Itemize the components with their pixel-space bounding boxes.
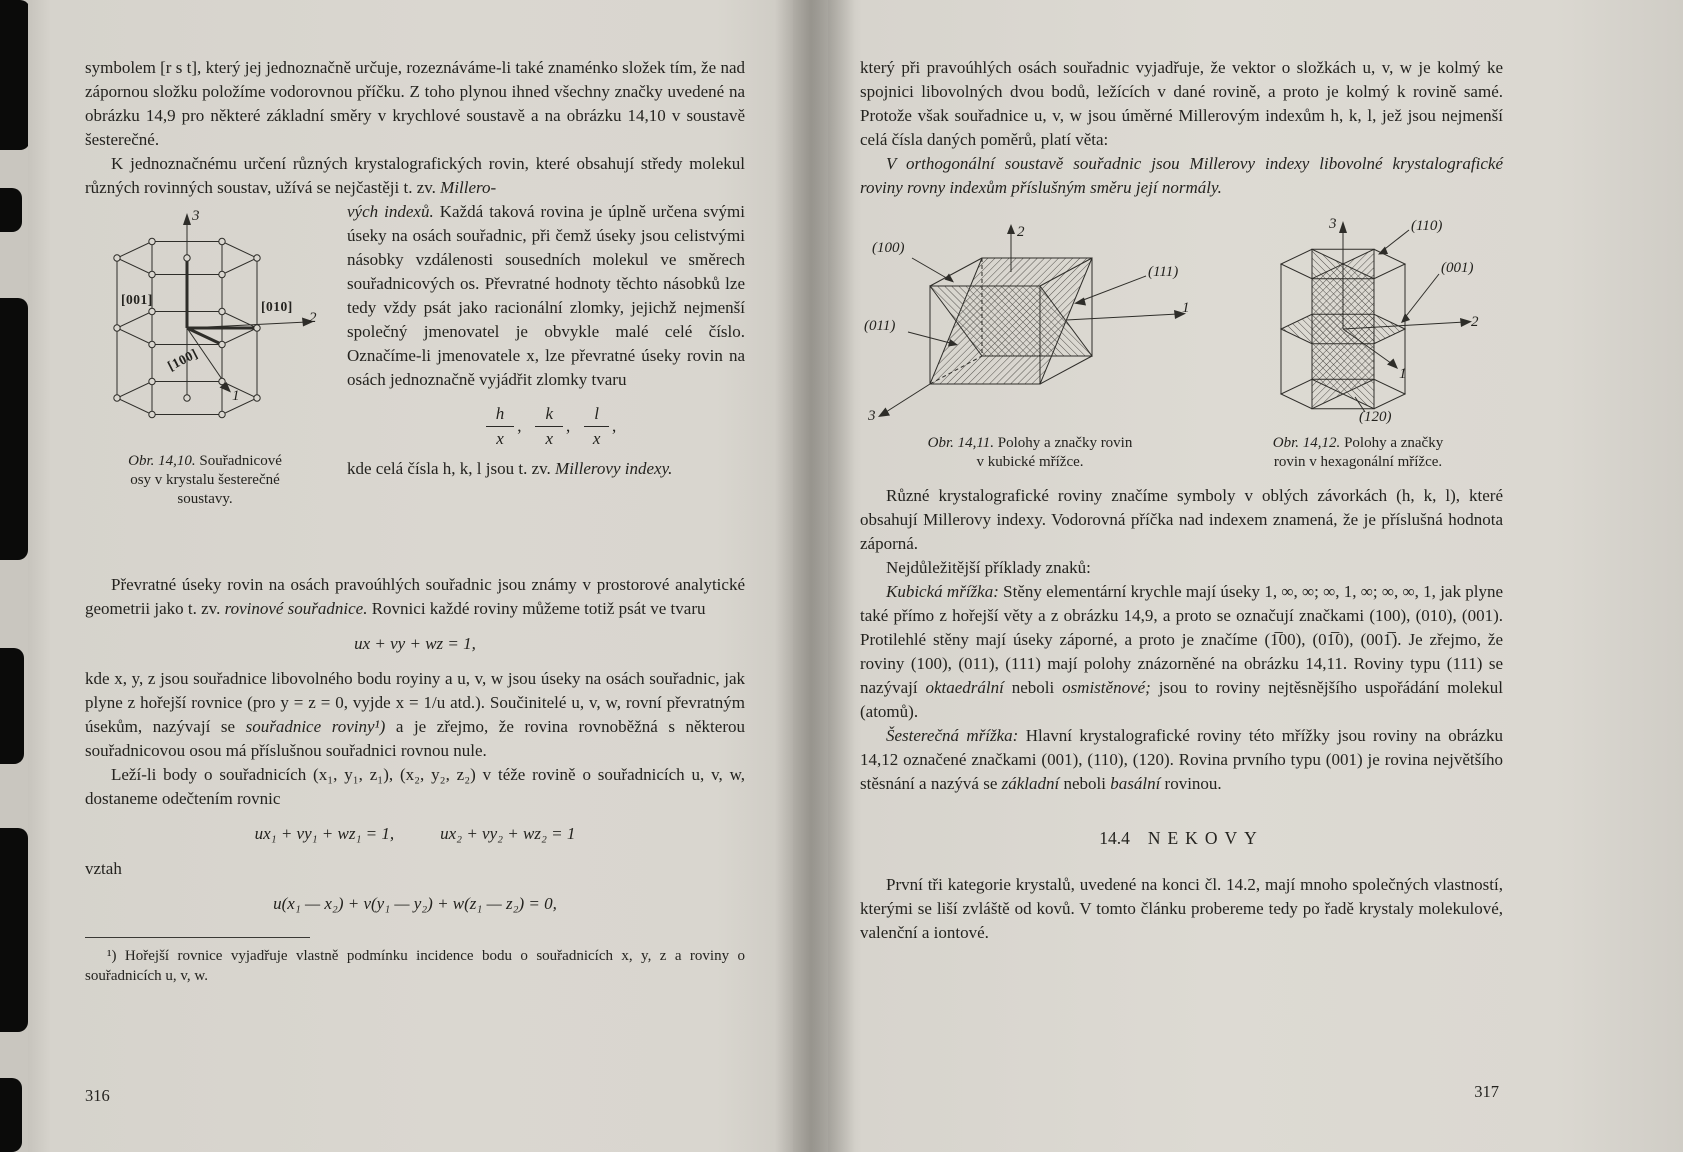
caption-text: osy v krystalu šesterečné bbox=[130, 472, 280, 488]
caption-text: Polohy a značky bbox=[1344, 435, 1444, 451]
figure-wrap-zone bbox=[85, 200, 745, 507]
axis-label-1: 1 bbox=[232, 388, 240, 404]
equation-part: ux₂ + vy₂ + wz₂ = 1 bbox=[440, 824, 576, 843]
text-run: Nejdůležitější příklady znaků: bbox=[886, 558, 1091, 577]
text-run: kde celá čísla h, k, l jsou t. zv. bbox=[347, 459, 556, 478]
numerator: l bbox=[584, 404, 609, 427]
scan-edge-mark bbox=[0, 648, 24, 764]
paragraph bbox=[85, 573, 745, 621]
section-heading bbox=[860, 828, 1503, 849]
direction-label-010: [010] bbox=[261, 299, 293, 314]
fraction bbox=[535, 404, 563, 449]
hex-planes-drawing bbox=[1213, 216, 1503, 428]
paragraph bbox=[860, 873, 1503, 945]
scan-edge-mark bbox=[0, 828, 28, 1032]
axis-label-2: 2 bbox=[1471, 314, 1479, 330]
plane-label-011: (011) bbox=[864, 318, 896, 334]
page-number: 316 bbox=[85, 1086, 110, 1105]
figure-cubic-lattice-planes bbox=[860, 216, 1200, 472]
theorem-paragraph bbox=[860, 152, 1503, 200]
text-run: K jednoznačnému určení různých krystalografických rovin, které obsahují středy molekul různých rovinných soustav, užívá se nejčastěji t. zv. bbox=[85, 154, 745, 197]
text-run: rovinou. bbox=[1160, 774, 1222, 793]
scan-edge-mark bbox=[0, 0, 30, 150]
figure-hexagonal-lattice-planes bbox=[1213, 216, 1503, 472]
paragraph bbox=[85, 857, 745, 881]
caption-text: soustavy. bbox=[177, 491, 233, 507]
scan-edge-mark bbox=[0, 188, 22, 232]
text-run: neboli bbox=[1003, 678, 1063, 697]
fraction bbox=[584, 404, 609, 449]
separator: , bbox=[566, 416, 571, 436]
figure-caption bbox=[860, 434, 1200, 472]
scan-edge-mark bbox=[0, 1078, 22, 1152]
page-316 bbox=[28, 0, 793, 1152]
direction-label-001: [001] bbox=[121, 292, 153, 307]
figure-caption bbox=[1213, 434, 1503, 472]
page-317 bbox=[828, 0, 1683, 1152]
plane-label-100: (100) bbox=[872, 240, 905, 256]
section-title: NEKOVY bbox=[1147, 828, 1264, 848]
paragraph bbox=[860, 484, 1503, 556]
fraction bbox=[486, 404, 515, 449]
text-run: neboli bbox=[1059, 774, 1111, 793]
figure-caption bbox=[85, 452, 325, 509]
text-run: symbolem [r s t], který jej jednoznačně určuje, rozeznáváme-li také znaménko složek tím, že nad zápornou složku položíme vodorovnou příčku. Z toho plynou ihned všechny značky uvedené na obrázku 14,9 pro některé základní směry v krychlové soustavě a na obrázku 14,10 v soustavě šesterečné. bbox=[85, 58, 745, 149]
equation: ux + vy + wz = 1, bbox=[354, 634, 476, 653]
paragraph bbox=[85, 56, 745, 152]
text-run: Různé krystalografické roviny značíme symboly v oblých závorkách (h, k, l), které obsahují Millerovy indexy. Vodorovná příčka nad indexem znamená, že je příslušná hodnota záporná. bbox=[860, 486, 1503, 553]
text-run: V orthogonální soustavě souřadnic jsou Millerovy indexy libovolné krystalografické roviny rovny indexům příslušným směru její normály. bbox=[860, 154, 1503, 197]
text-run: Millero- bbox=[440, 178, 497, 197]
axis-label-2: 2 bbox=[1017, 224, 1025, 240]
text-run: Hlavní krystalografické roviny této mřížky jsou roviny na obrázku 14,12 označené značkami (001), (110), (120). Rovina prvního typu (001) je rovina největšího stěsnání a nazývá se bbox=[860, 726, 1503, 793]
axis-label-3: 3 bbox=[1329, 216, 1337, 232]
equation-part: ux₁ + vy₁ + wz₁ = 1, bbox=[254, 824, 395, 843]
page-number: 317 bbox=[1474, 1082, 1499, 1101]
text-run: oktaedrální bbox=[925, 678, 1004, 697]
text-run: souřadnice roviny¹) bbox=[245, 717, 386, 736]
caption-text: Souřadnicové bbox=[199, 453, 282, 469]
text-run: Převratné úseky rovin na osách pravoúhlých souřadnic jsou známy v prostorové analytické geometrii jako t. zv. bbox=[85, 575, 745, 618]
text-run: vých indexů. bbox=[347, 202, 434, 221]
plane-label-110: (110) bbox=[1411, 218, 1443, 234]
equation: u(x₁ — x₂) + v(y₁ — y₂) + w(z₁ — z₂) = 0, bbox=[273, 894, 557, 913]
text-run: Šesterečná mřížka: bbox=[886, 726, 1019, 745]
text-run: základní bbox=[1001, 774, 1060, 793]
paragraph bbox=[860, 724, 1503, 796]
paragraph bbox=[85, 152, 745, 200]
paragraph bbox=[860, 56, 1503, 152]
plane-label-111: (111) bbox=[1148, 264, 1179, 280]
text-run: a je zřejmo, že rovina rovnoběžná s některou souřadnicovou osou má příslušnou souřadnici rovnou nule. bbox=[85, 717, 745, 760]
direction-label-100: [100] bbox=[165, 345, 201, 374]
scan-edge-mark bbox=[0, 298, 28, 560]
axis-label-2: 2 bbox=[309, 310, 317, 326]
axis-label-3: 3 bbox=[868, 408, 876, 424]
text-run: osmistěnové; bbox=[1062, 678, 1151, 697]
caption-label: Obr. 14,11. bbox=[927, 435, 995, 451]
text-run: jsou to roviny nejtěsnějšího uspořádání molekul (atomů). bbox=[860, 678, 1503, 721]
paragraph bbox=[860, 580, 1503, 724]
text-run: vztah bbox=[85, 859, 122, 878]
numerator: h bbox=[486, 404, 515, 427]
paragraph bbox=[347, 457, 745, 481]
text-run: Rovnici každé roviny můžeme totiž psát ve tvaru bbox=[367, 599, 706, 618]
footnote-rule bbox=[85, 937, 310, 938]
numerator: k bbox=[535, 404, 563, 427]
caption-label: Obr. 14,10. bbox=[128, 453, 196, 469]
caption-text: rovin v hexagonální mřížce. bbox=[1273, 454, 1443, 470]
plane-label-001: (001) bbox=[1441, 260, 1474, 276]
text-run: Stěny elementární krychle mají úseky 1, ∞, ∞; ∞, 1, ∞; ∞, ∞, 1, jak plyne také přímo z hořejší věty a z obrázku 14,9, a proto se označují značkami (100), (010), (001). Protilehlé stěny mají úseky záporné, a proto je značíme (1̅00), (01̅0), (001̅). Je zřejmo, že roviny (100), (011), (111) mají polohy znázorněné na obrázku 14,11. Roviny typu (111) se nazývají bbox=[860, 582, 1504, 697]
text-run: basální bbox=[1110, 774, 1161, 793]
axis-label-3: 3 bbox=[192, 208, 200, 224]
text-run: Každá taková rovina je úplně určena svými úseky na osách souřadnic, při čemž úseky jsou celistvými násobky vzdálenosti sousedních molekul ve směrech souřadnicových os. Převratné hodnoty těchto násobků lze tedy vždy psát jako racionální zlomky, jejichž nejmenší společný jmenovatel je obvykle malé celé číslo. Označíme-li jmenovatele x, lze převratné úseky rovin na osách jednoznačně vyjádřit zlomky tvaru bbox=[347, 202, 745, 389]
text-run: Leží-li body o souřadnicích (x₁, y₁, z₁), (x₂, y₂, z₂) v téže rovině o souřadnicích u, v, w, dostaneme odečtením rovnic bbox=[85, 765, 745, 808]
paragraph bbox=[85, 667, 745, 763]
caption-text: v kubické mřížce. bbox=[976, 454, 1084, 470]
plane-label-120: (120) bbox=[1359, 409, 1392, 425]
separator: , bbox=[517, 416, 522, 436]
figures-row bbox=[860, 216, 1503, 472]
denominator: x bbox=[496, 429, 504, 448]
text-run: rovinové souřadnice. bbox=[224, 599, 368, 618]
figure-hexagonal-axes bbox=[85, 206, 325, 509]
text-run: který při pravoúhlých osách souřadnic vyjadřuje, že vektor o složkách u, v, w je kolmý ke spojnici libovolných dvou bodů, ležících v dané rovině, a proto je kolmý k rovině samé. Protože však souřadnice u, v, w jsou úměrné Millerovým indexům h, k, l, jež jsou nejmenší celá čísla daných poměrů, platí věta: bbox=[860, 58, 1503, 149]
cube-planes-drawing bbox=[860, 216, 1200, 428]
text-run: Millerovy indexy. bbox=[555, 459, 673, 478]
scan-edge bbox=[0, 0, 30, 1152]
footnote: ¹) Hořejší rovnice vyjadřuje vlastně podmínku incidence bodu o souřadnicích x, y, z a roviny o souřadnicích u, v, w. bbox=[85, 948, 745, 984]
paragraph bbox=[860, 556, 1503, 580]
separator: , bbox=[612, 416, 617, 436]
text-run: Kubická mřížka: bbox=[886, 582, 999, 601]
denominator: x bbox=[545, 429, 554, 448]
caption-text: Polohy a značky rovin bbox=[997, 435, 1133, 451]
text-run: kde x, y, z jsou souřadnice libovolného bodu royiny a u, v, w jsou úseky na osách souřadnic, jak plyne z hořejší rovnice (pro y = z = 0, vyjde x = 1/u atd.). Součinitelé u, v, w, rovní převratným úsekům, nazývají se bbox=[85, 669, 745, 736]
section-number: 14.4 bbox=[1099, 828, 1130, 848]
axis-label-1: 1 bbox=[1399, 366, 1407, 382]
denominator: x bbox=[592, 429, 601, 448]
axis-label-1: 1 bbox=[1182, 300, 1190, 316]
hex-prism-drawing bbox=[85, 206, 325, 446]
paragraph bbox=[85, 763, 745, 811]
text-run: První tři kategorie krystalů, uvedené na konci čl. 14.2, mají mnoho společných vlastností, kterými se liší zvláště od kovů. V tomto článku probereme tedy po řadě krystaly molekulové, valenční a iontové. bbox=[860, 875, 1503, 942]
caption-label: Obr. 14,12. bbox=[1272, 435, 1341, 451]
equation bbox=[85, 821, 745, 847]
